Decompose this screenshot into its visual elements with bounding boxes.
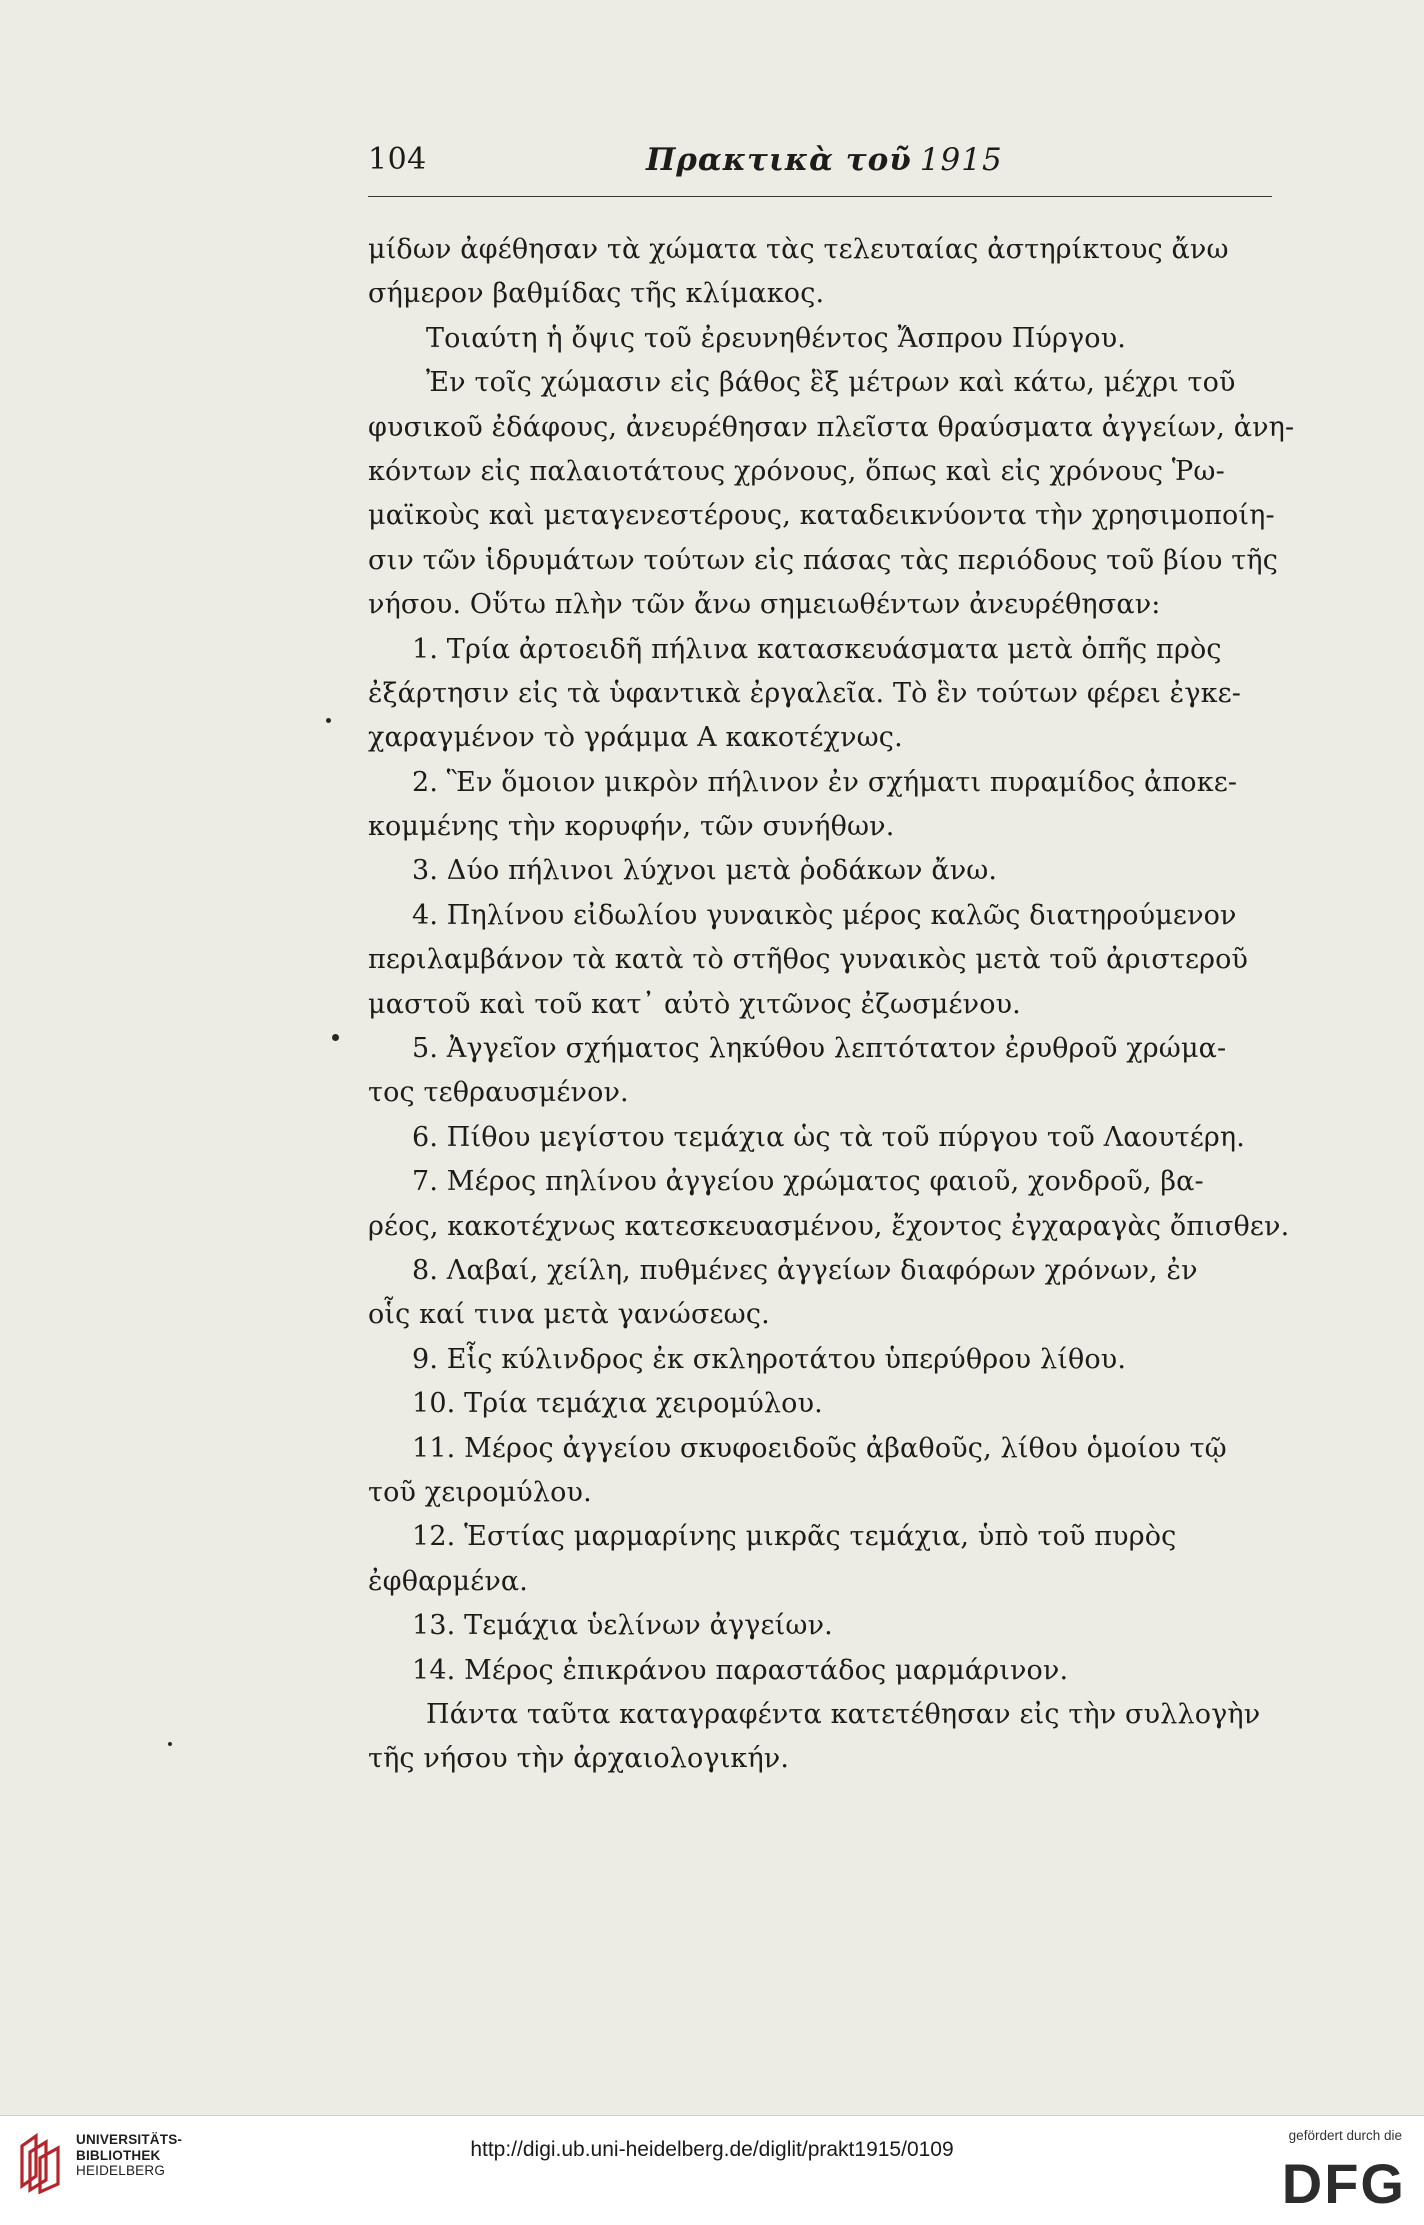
viewer-footer — [0, 2115, 1424, 2225]
text-line: 11. Μέρος ἀγγείου σκυφοειδοῦς ἀβαθοῦς, λίθου ὁμοίου τῷ — [412, 1432, 1227, 1464]
running-title — [646, 142, 1003, 178]
text-line: σιν τῶν ἱδρυμάτων τούτων εἰς πάσας τὰς περιόδους τοῦ βίου τῆς — [368, 544, 1278, 576]
running-title-text: Πρακτικὰ τοῦ — [646, 142, 912, 178]
text-line: τοῦ χειρομύλου. — [368, 1476, 592, 1508]
text-line: μαστοῦ καὶ τοῦ κατ᾽ αὐτὸ χιτῶνος ἐζωσμένου. — [368, 988, 1021, 1020]
text-line: περιλαμβάνον τὰ κατὰ τὸ στῆθος γυναικὸς μετὰ τοῦ ἀριστεροῦ — [368, 944, 1249, 976]
text-line: χαραγμένον τὸ γράμμα Α κακοτέχνως. — [368, 722, 903, 754]
text-line: 5. Ἀγγεῖον σχήματος ληκύθου λεπτότατον ἐρυθροῦ χρώμα- — [412, 1033, 1227, 1065]
text-line: Ἐν τοῖς χώμασιν εἰς βάθος ἓξ μέτρων καὶ κάτω, μέχρι τοῦ — [426, 367, 1236, 399]
text-line: 8. Λαβαί, χείλη, πυθμένες ἀγγείων διαφόρων χρόνων, ἐν — [412, 1254, 1198, 1286]
text-line: μίδων ἀφέθησαν τὰ χώματα τὰς τελευταίας ἀστηρίκτους ἄνω — [368, 234, 1229, 265]
margin-speck — [332, 1034, 339, 1041]
running-title-year: 1915 — [919, 142, 1003, 178]
funding-note: gefördert durch die — [1288, 2128, 1402, 2143]
page-number: 104 — [368, 142, 427, 177]
margin-speck — [326, 718, 331, 723]
text-line: 2. Ἓν ὅμοιον μικρὸν πήλινον ἐν σχήματι πυραμίδος ἀποκε- — [412, 766, 1238, 798]
text-line: οἷς καί τινα μετὰ γανώσεως. — [368, 1299, 770, 1331]
text-line: κομμένης τὴν κορυφήν, τῶν συνήθων. — [368, 811, 895, 843]
library-name-line: HEIDELBERG — [76, 2163, 166, 2178]
text-line: σήμερον βαθμίδας τῆς κλίμακος. — [368, 278, 825, 310]
library-name-line: BIBLIOTHEK — [76, 2147, 161, 2163]
text-line: ἐφθαρμένα. — [368, 1565, 529, 1597]
text-line: 3. Δύο πήλινοι λύχνοι μετὰ ῥοδάκων ἄνω. — [412, 855, 998, 887]
text-line: νήσου. Οὕτω πλὴν τῶν ἄνω σημειωθέντων ἀνευρέθησαν: — [368, 589, 1161, 621]
text-line: ρέος, κακοτέχνως κατεσκευασμένου, ἔχοντος ἐγχαραγὰς ὄπισθεν. — [368, 1210, 1290, 1242]
text-line: μαϊκοὺς καὶ μεταγενεστέρους, καταδεικνύοντα τὴν χρησιμοποίη- — [368, 500, 1275, 532]
dfg-logo: DFG — [1281, 2152, 1406, 2215]
text-line: 1. Τρία ἀρτοειδῆ πήλινα κατασκευάσματα μετὰ ὀπῆς πρὸς — [412, 633, 1222, 665]
permalink-url[interactable]: http://digi.ub.uni-heidelberg.de/diglit/prakt1915/0109 — [470, 2138, 954, 2161]
text-line: 13. Τεμάχια ὑελίνων ἀγγείων. — [412, 1610, 833, 1642]
text-line: φυσικοῦ ἐδάφους, ἀνευρέθησαν πλεῖστα θραύσματα ἀγγείων, ἀνη- — [368, 411, 1295, 443]
body-text — [368, 228, 1295, 1782]
text-line: 4. Πηλίνου εἰδωλίου γυναικὸς μέρος καλῶς διατηρούμενον — [412, 899, 1237, 931]
text-line: τῆς νήσου τὴν ἀρχαιολογικήν. — [368, 1743, 790, 1775]
text-line: 9. Εἷς κύλινδρος ἐκ σκληροτάτου ὑπερύθρου λίθου. — [412, 1343, 1127, 1375]
text-line: τος τεθραυσμένον. — [368, 1077, 629, 1109]
text-line: 7. Μέρος πηλίνου ἀγγείου χρώματος φαιοῦ, χονδροῦ, βα- — [412, 1166, 1204, 1198]
margin-speck — [168, 1742, 172, 1746]
text-line: κόντων εἰς παλαιοτάτους χρόνους, ὅπως καὶ εἰς χρόνους Ῥω- — [368, 455, 1225, 487]
header-rule — [368, 196, 1272, 197]
text-line: Πάντα ταῦτα καταγραφέντα κατετέθησαν εἰς τὴν συλλογὴν — [426, 1698, 1261, 1730]
library-name-line: UNIVERSITÄTS- — [76, 2132, 183, 2147]
text-line: Τοιαύτη ἡ ὄψις τοῦ ἐρευνηθέντος Ἄσπρου Πύργου. — [426, 322, 1127, 354]
text-line: 14. Μέρος ἐπικράνου παραστάδος μαρμάρινον. — [412, 1654, 1069, 1686]
page-header — [368, 142, 1272, 192]
text-line: ἐξάρτησιν εἰς τὰ ὑφαντικὰ ἐργαλεῖα. Τὸ ἓν τούτων φέρει ἐγκε- — [368, 677, 1242, 709]
text-line: 10. Τρία τεμάχια χειρομύλου. — [412, 1388, 823, 1420]
text-line: 6. Πίθου μεγίστου τεμάχια ὡς τὰ τοῦ πύργου τοῦ Λαουτέρη. — [412, 1121, 1245, 1153]
text-line: 12. Ἑστίας μαρμαρίνης μικρᾶς τεμάχια, ὑπὸ τοῦ πυρὸς — [412, 1521, 1177, 1553]
